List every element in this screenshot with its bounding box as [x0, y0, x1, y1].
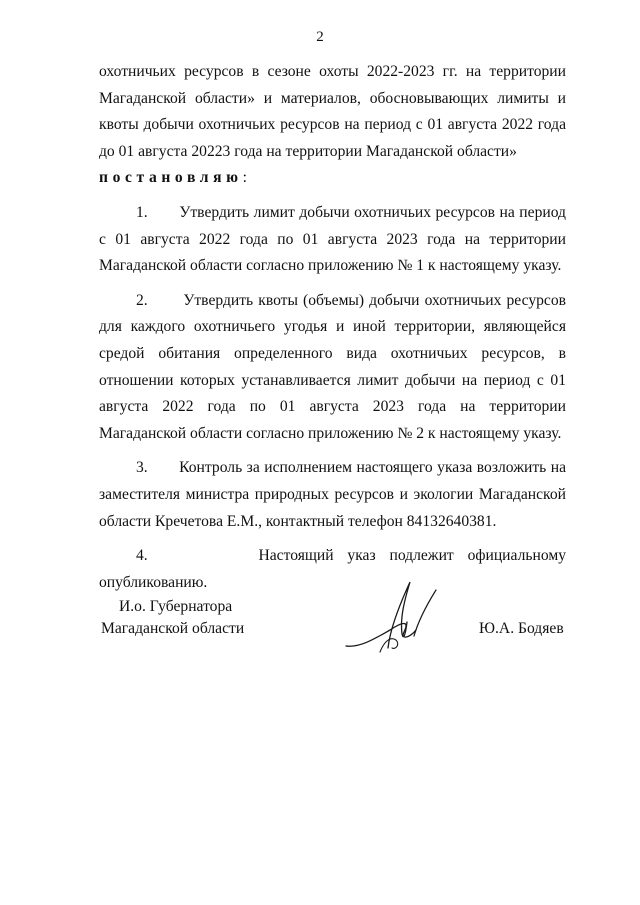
list-item	[99, 543, 566, 596]
resolution-keyword: постановляю	[99, 169, 243, 187]
page-number: 2	[316, 29, 324, 45]
item-text: Настоящий указ подлежит официальному опубликованию.	[99, 547, 566, 591]
item-number: 4.	[136, 547, 148, 565]
list-item	[99, 288, 566, 448]
signatory-name: Ю.А. Бодяев	[479, 620, 564, 637]
document-body	[99, 59, 566, 596]
item-text: Контроль за исполнением настоящего указа возложить на заместителя министра природных ресурсов и экологии Магаданской области Кречетова Е.М., контактный телефон 84132640381.	[99, 459, 566, 530]
intro-text: охотничьих ресурсов в сезоне охоты 2022-2023 гг. на территории Магаданской области» и материалов, обосновывающих лимиты и квоты добычи охотничьих ресурсов на период с 01 августа 2022 года до 01 августа 20223 года на территории Магаданской области»	[99, 63, 566, 160]
intro-paragraph	[99, 59, 566, 165]
handwritten-signature	[344, 578, 444, 660]
item-number: 2.	[136, 291, 148, 309]
item-text: Утвердить квоты (объемы) добычи охотничьих ресурсов для каждого охотничьего угодья и иной территории, являющейся средой обитания определенного вида охотничьих ресурсов, в отношении которых устанавливается лимит добычи на период с 01 августа 2022 года по 01 августа 2023 года на территории Магаданской области согласно приложению № 2 к настоящему указу.	[99, 291, 566, 442]
item-number: 3.	[136, 459, 148, 477]
resolution-keyword-line	[99, 165, 566, 192]
signatory-position	[101, 596, 244, 640]
item-number: 1.	[136, 203, 148, 221]
item-text: Утвердить лимит добычи охотничьих ресурсов на период с 01 августа 2022 года по 01 августа 2023 года на территории Магаданской области согласно приложению № 1 к настоящему указу.	[99, 203, 566, 275]
list-item	[99, 200, 566, 280]
list-item	[99, 455, 566, 535]
signatory-position-line2: Магаданской области	[101, 620, 245, 637]
resolution-keyword-suffix: :	[242, 169, 248, 187]
signatory-position-line1: И.о. Губернатора	[119, 598, 233, 615]
